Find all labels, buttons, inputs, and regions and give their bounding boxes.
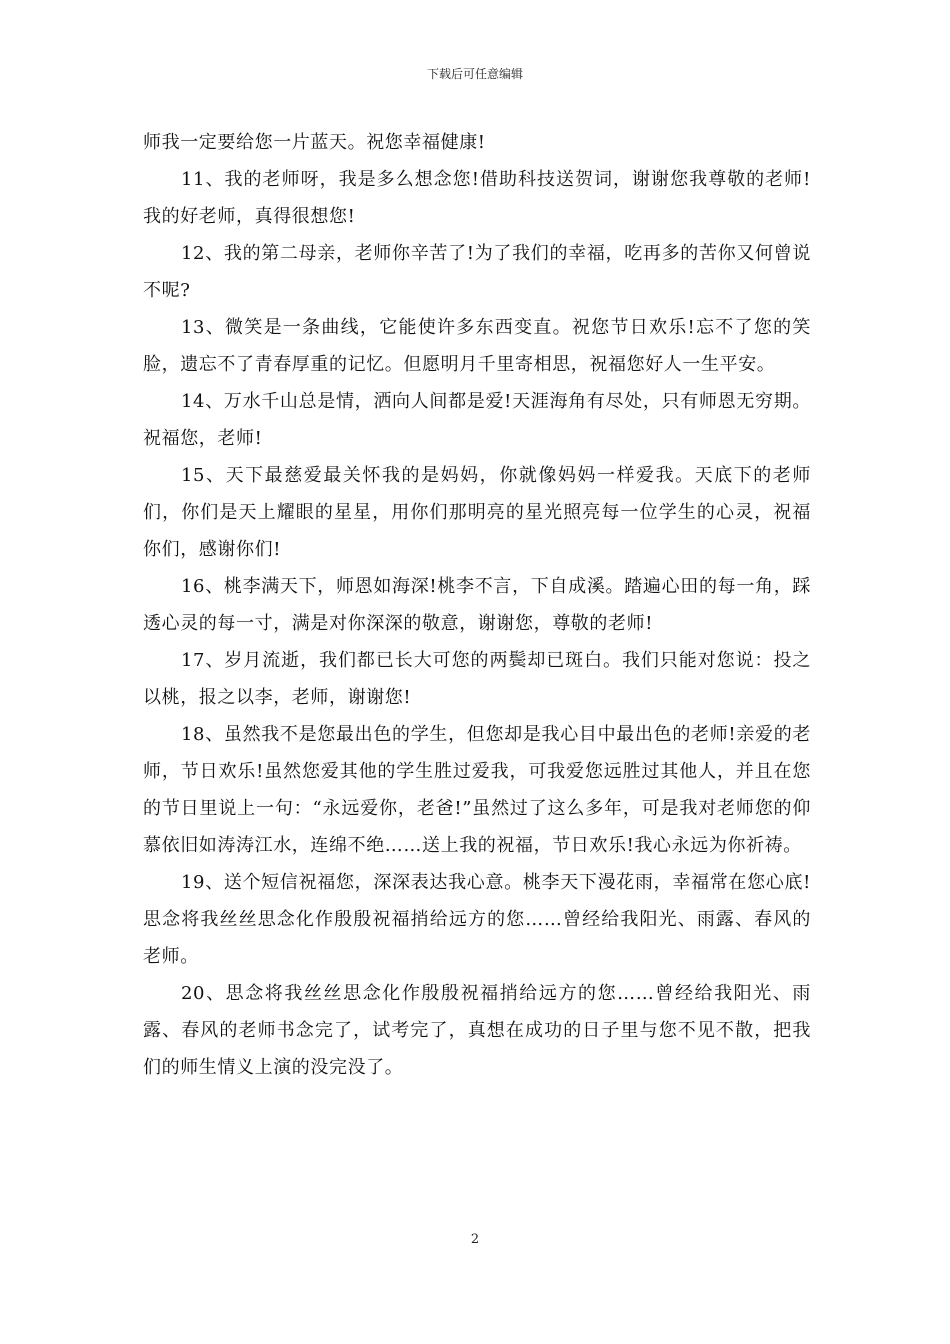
- paragraph-item-14: 14、万水千山总是情，洒向人间都是爱!天涯海角有尽处，只有师恩无穷期。祝福您，老师!: [143, 391, 811, 449]
- paragraph-item-11: 11、我的老师呀，我是多么想念您!借助科技送贺词，谢谢您我尊敬的老师!我的好老师，真得很想您!: [143, 169, 811, 227]
- page-number: 2: [470, 1232, 480, 1247]
- paragraph-item-18: 18、虽然我不是您最出色的学生，但您却是我心目中最出色的老师!亲爱的老师，节日欢乐!虽然您爱其他的学生胜过爱我，可我爱您远胜过其他人，并且在您的节日里说上一句：“永远爱你，老爸!”虽然过了这么多年，可是我对老师您的仰慕依旧如涛涛江水，连绵不绝……送上我的祝福，节日欢乐!我心永远为你祈祷。: [143, 724, 811, 856]
- paragraph-item-20: 20、思念将我丝丝思念化作殷殷祝福捎给远方的您……曾经给我阳光、雨露、春风的老师书念完了，试考完了，真想在成功的日子里与您不见不散，把我们的师生情义上演的没完没了。: [143, 983, 811, 1078]
- paragraph-item-17: 17、岁月流逝，我们都已长大可您的两鬓却已斑白。我们只能对您说：投之以桃，报之以李，老师，谢谢您!: [143, 650, 811, 708]
- paragraph-item-13: 13、微笑是一条曲线，它能使许多东西变直。祝您节日欢乐!忘不了您的笑脸，遗忘不了青春厚重的记忆。但愿明月千里寄相思，祝福您好人一生平安。: [143, 317, 811, 375]
- document-body: [143, 124, 811, 1086]
- paragraph-item-12: 12、我的第二母亲，老师你辛苦了!为了我们的幸福，吃再多的苦你又何曾说不呢?: [143, 243, 811, 301]
- page-header: 下载后可任意编辑: [426, 67, 523, 81]
- paragraph-item-16: 16、桃李满天下，师恩如海深!桃李不言，下自成溪。踏遍心田的每一角，踩透心灵的每一寸，满是对你深深的敬意，谢谢您，尊敬的老师!: [143, 576, 811, 634]
- paragraph-item-19: 19、送个短信祝福您，深深表达我心意。桃李天下漫花雨，幸福常在您心底!思念将我丝丝思念化作殷殷祝福捎给远方的您……曾经给我阳光、雨露、春风的老师。: [143, 872, 811, 967]
- paragraph-item-15: 15、天下最慈爱最关怀我的是妈妈，你就像妈妈一样爱我。天底下的老师们，你们是天上耀眼的星星，用你们那明亮的星光照亮每一位学生的心灵，祝福你们，感谢你们!: [143, 465, 811, 560]
- paragraph-continuation: 师我一定要给您一片蓝天。祝您幸福健康!: [143, 132, 486, 153]
